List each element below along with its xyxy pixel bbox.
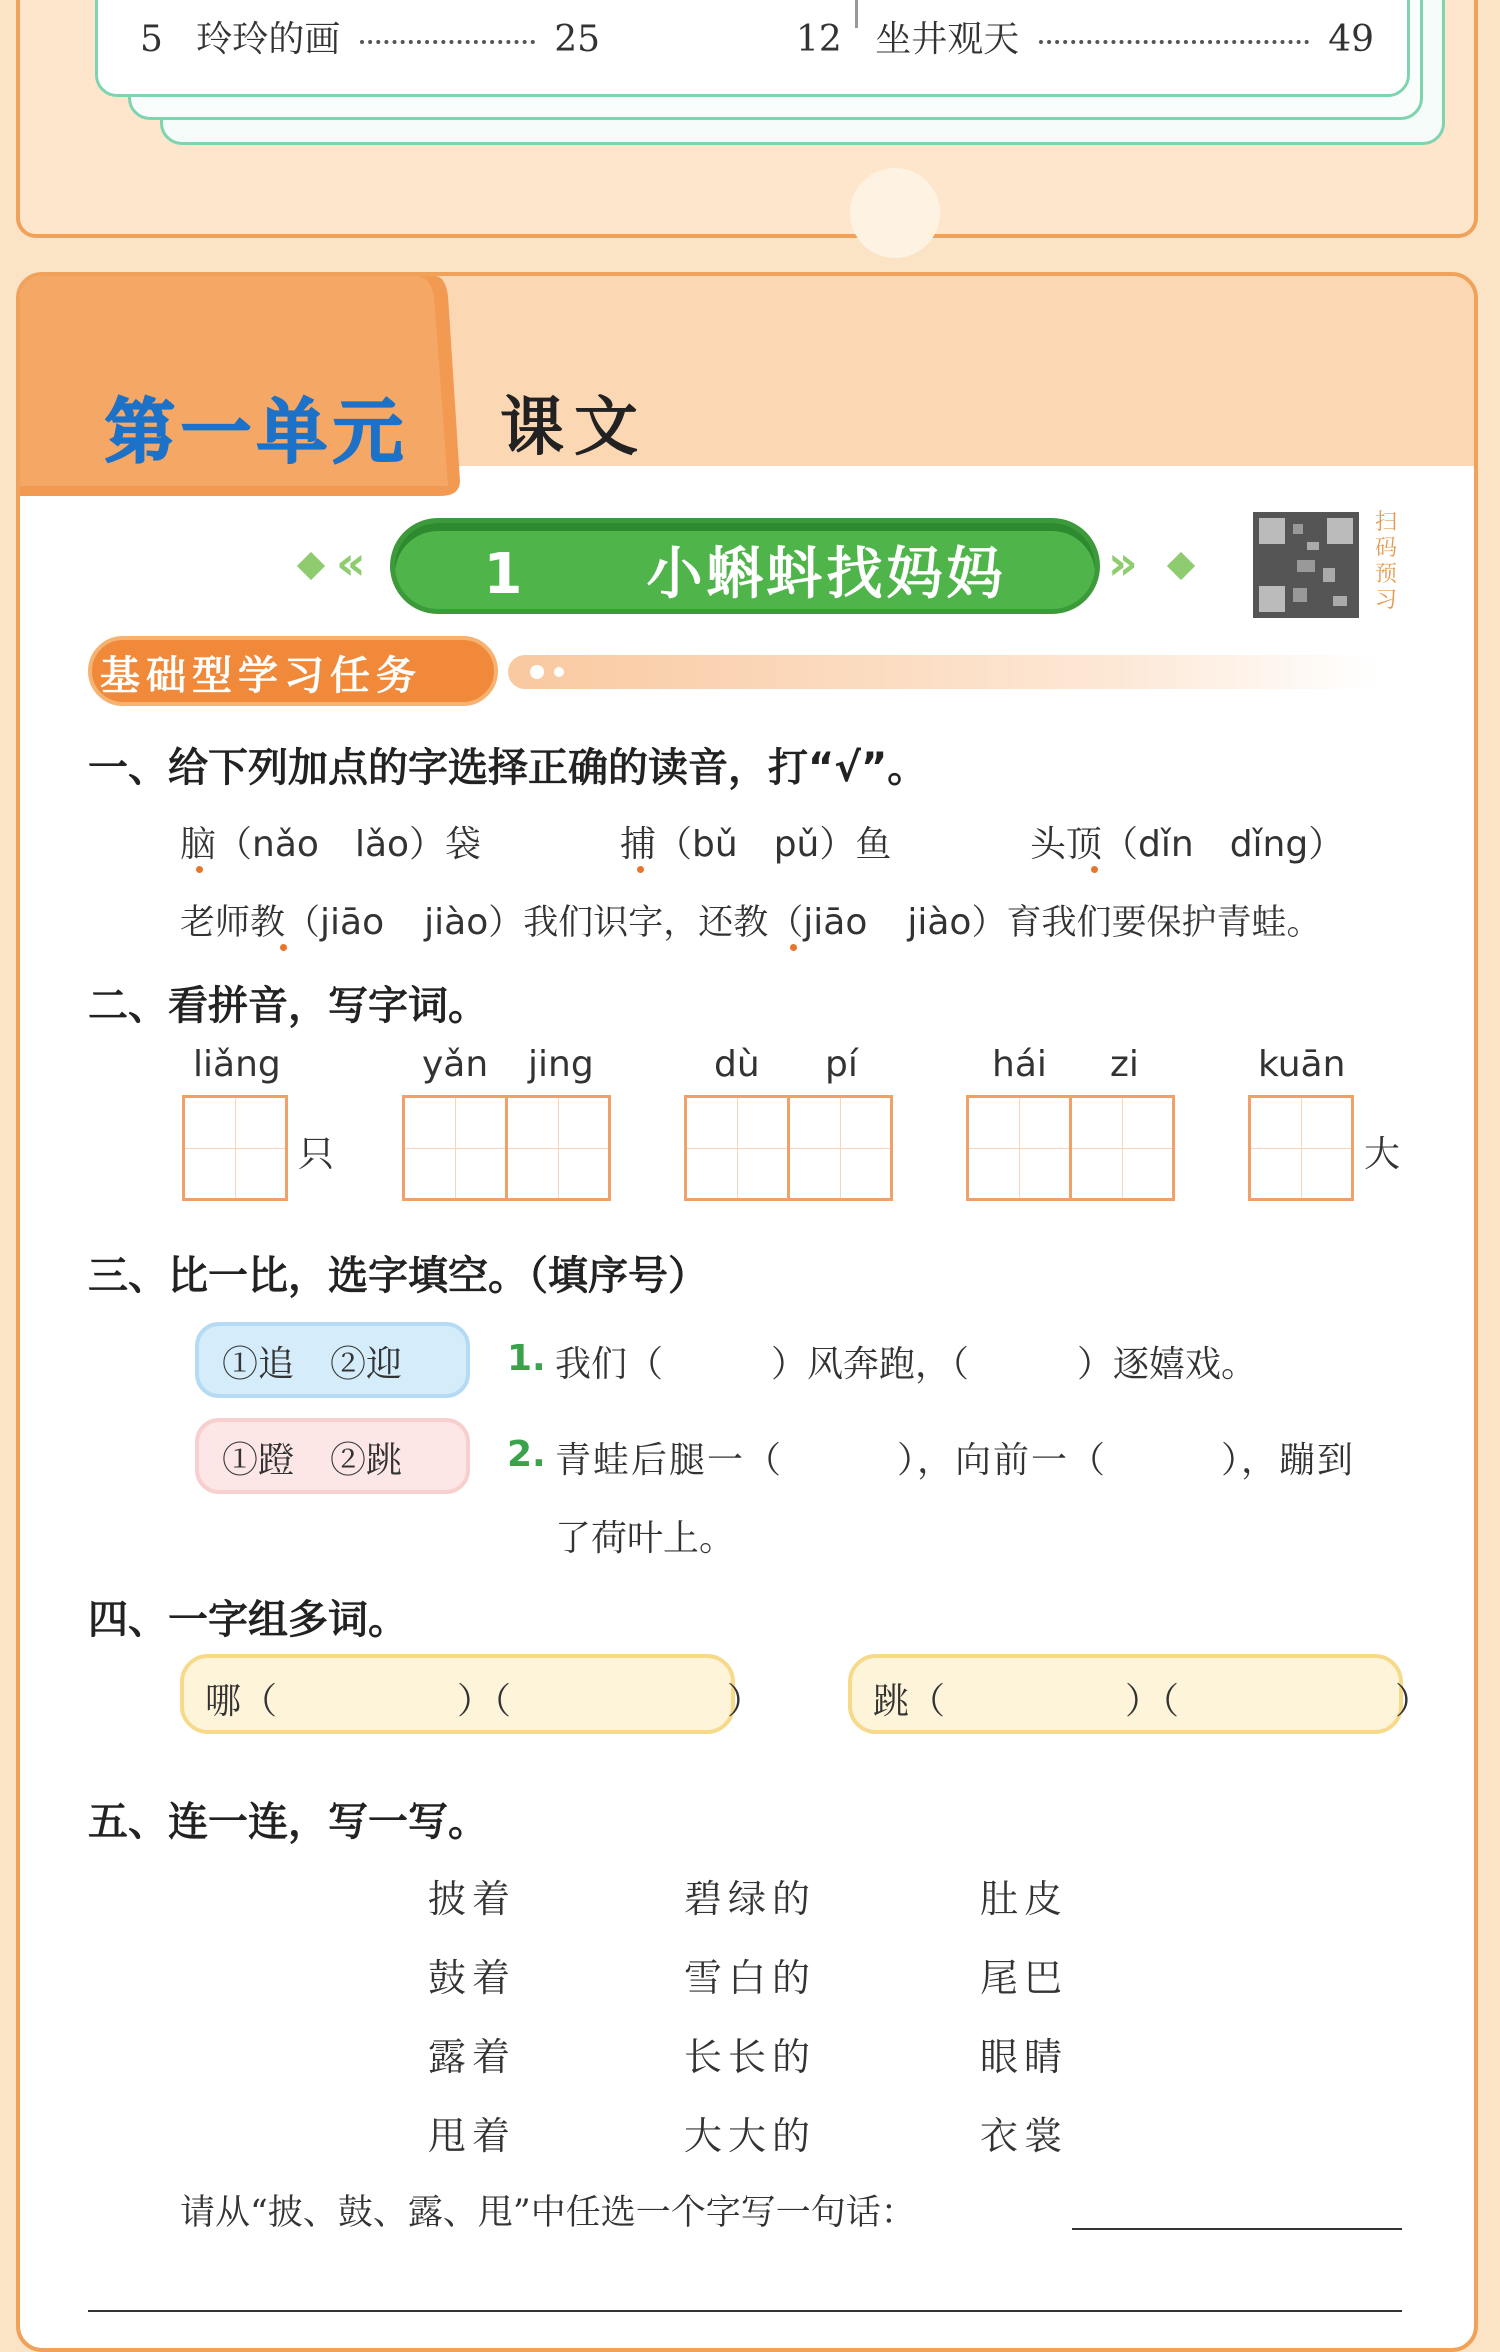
match-noun[interactable]: 衣裳 [980, 2114, 1069, 2158]
q1-sentence-text: 育我们要保护青蛙。 [1006, 903, 1322, 943]
q3-item-number: 2. [507, 1434, 546, 1475]
writing-grid-cell[interactable] [966, 1095, 1072, 1201]
bracket: （ [285, 903, 321, 943]
qr-code-icon[interactable] [1253, 512, 1359, 618]
bracket: （ [768, 903, 804, 943]
q1-heading: 一、给下列加点的字选择正确的读音，打“√”。 [88, 745, 928, 791]
task-bar-dot [530, 665, 544, 679]
emphasis-dot [637, 866, 644, 873]
grid-suffix: 大 [1364, 1134, 1401, 1175]
q5-prompt: 请从“披、鼓、露、甩”中任选一个字写一句话： [180, 2193, 916, 2233]
unit-title: 第一单元 [105, 391, 409, 473]
q1-item-2 [620, 816, 891, 867]
match-adjective[interactable]: 大大的 [684, 2114, 817, 2158]
toc-leader-dots [360, 40, 535, 44]
pinyin-option[interactable]: nǎo [252, 824, 319, 865]
q3-sentence-2[interactable]: 青蛙后腿一（ ），向前一（ ），蹦到 [555, 1440, 1356, 1481]
pinyin-option[interactable]: dǐng [1229, 824, 1309, 865]
word-group-text: 哪（ ）（ ） [205, 1681, 764, 1722]
pinyin-option[interactable]: bǔ [692, 824, 738, 865]
q1-char: 脑 [180, 824, 217, 865]
q3-heading: 三、比一比，选字填空。（填序号） [88, 1253, 708, 1299]
match-noun[interactable]: 眼睛 [980, 2035, 1069, 2079]
emphasis-dot [280, 944, 287, 951]
bracket: ） [409, 824, 446, 865]
pinyin-label: pí [825, 1044, 858, 1085]
emphasis-dot [790, 944, 797, 951]
word-group-text: 跳（ ）（ ） [873, 1681, 1432, 1722]
decorative-circle [850, 168, 940, 258]
match-noun[interactable]: 尾巴 [980, 1956, 1069, 2000]
pinyin-label: zi [1110, 1044, 1139, 1085]
bracket: ） [971, 903, 1007, 943]
pinyin-option[interactable]: jiāo [320, 902, 385, 943]
pinyin-label: dù [714, 1044, 760, 1085]
q1-char: 袋 [445, 824, 482, 865]
pinyin-option[interactable]: jiào [424, 902, 489, 943]
writing-grid-cell[interactable] [787, 1095, 893, 1201]
section-title: 课文 [500, 391, 648, 465]
bracket: ） [819, 824, 856, 865]
pinyin-option[interactable]: pǔ [773, 824, 820, 865]
q1-sentence-text: 我们识字，还教 [523, 903, 769, 943]
pinyin-option[interactable]: jiāo [803, 902, 868, 943]
q5-heading: 五、连一连，写一写。 [88, 1799, 488, 1845]
bracket: （ [656, 824, 693, 865]
q2-heading: 二、看拼音，写字词。 [88, 983, 488, 1029]
pinyin-label: hái [992, 1044, 1047, 1085]
toc-entry-left[interactable] [140, 11, 600, 62]
match-verb[interactable]: 披着 [428, 1877, 517, 1921]
match-adjective[interactable]: 碧绿的 [684, 1877, 817, 1921]
toc-leader-dots [1039, 40, 1309, 44]
toc-entry-page: 25 [554, 19, 601, 60]
bracket: （ [216, 824, 253, 865]
writing-grid-cell[interactable] [182, 1095, 288, 1201]
bracket: ） [1308, 824, 1345, 865]
match-adjective[interactable]: 长长的 [684, 2035, 817, 2079]
q1-item-3 [1030, 816, 1344, 867]
toc-entry-title: 玲玲的画 [196, 19, 341, 60]
match-adjective[interactable]: 雪白的 [684, 1956, 817, 2000]
writing-grid-cell[interactable] [684, 1095, 790, 1201]
task-bar [508, 655, 1378, 689]
lesson-title [390, 530, 1100, 610]
q1-sentence [180, 895, 1321, 945]
toc-entry-num: 5 [140, 19, 163, 60]
q3-sentence-1[interactable]: 我们（ ）风奔跑，（ ）逐嬉戏。 [555, 1344, 1258, 1385]
match-noun[interactable]: 肚皮 [980, 1877, 1069, 1921]
q1-item-1 [180, 816, 481, 867]
toc-entry-num: 12 [796, 19, 842, 60]
match-verb[interactable]: 鼓着 [428, 1956, 517, 2000]
pinyin-option[interactable]: jiào [907, 902, 972, 943]
toc-entry-title: 坐井观天 [875, 19, 1020, 60]
pinyin-label: yǎn [422, 1044, 489, 1085]
qr-label: 扫码预习 [1375, 510, 1398, 613]
emphasis-dot [196, 866, 203, 873]
answer-line[interactable] [1072, 2228, 1402, 2230]
bracket: ） [488, 903, 524, 943]
pinyin-label: jing [528, 1044, 594, 1085]
lesson-name: 小蝌蚪找妈妈 [646, 542, 1007, 607]
pinyin-option[interactable]: dǐn [1138, 824, 1194, 865]
pinyin-label: kuān [1258, 1044, 1346, 1085]
q1-sentence-text: 老师教 [180, 903, 286, 943]
pinyin-label: liǎng [193, 1044, 281, 1085]
writing-grid-cell[interactable] [402, 1095, 508, 1201]
task-label: 基础型学习任务 [100, 653, 422, 699]
match-verb[interactable]: 甩着 [428, 2114, 517, 2158]
lesson-number: 1 [483, 542, 527, 607]
grid-suffix: 只 [298, 1134, 335, 1175]
writing-grid-cell[interactable] [1248, 1095, 1354, 1201]
pinyin-option[interactable]: lǎo [354, 824, 410, 865]
q3-sentence-2-cont: 了荷叶上。 [555, 1518, 736, 1559]
emphasis-dot [1091, 866, 1098, 873]
q1-char: 鱼 [855, 824, 892, 865]
toc-entry-page: 49 [1328, 19, 1374, 60]
writing-grid-cell[interactable] [505, 1095, 611, 1201]
option-text: ①追 ②迎 [222, 1344, 403, 1385]
toc-sheet-front [95, 0, 1410, 97]
chevron-right-icon: » [1108, 536, 1138, 590]
q1-char: 捕 [620, 824, 657, 865]
option-text: ①蹬 ②跳 [222, 1440, 403, 1481]
answer-line[interactable] [88, 2310, 1402, 2312]
writing-grid-cell[interactable] [1069, 1095, 1175, 1201]
q3-item-number: 1. [507, 1338, 546, 1379]
bracket: （ [1102, 824, 1139, 865]
q4-heading: 四、一字组多词。 [88, 1597, 408, 1643]
toc-entry-right[interactable] [796, 11, 1374, 62]
chevron-left-icon: « [336, 536, 366, 590]
match-verb[interactable]: 露着 [428, 2035, 517, 2079]
q1-char: 头顶 [1030, 824, 1103, 865]
task-bar-dot [554, 667, 564, 677]
